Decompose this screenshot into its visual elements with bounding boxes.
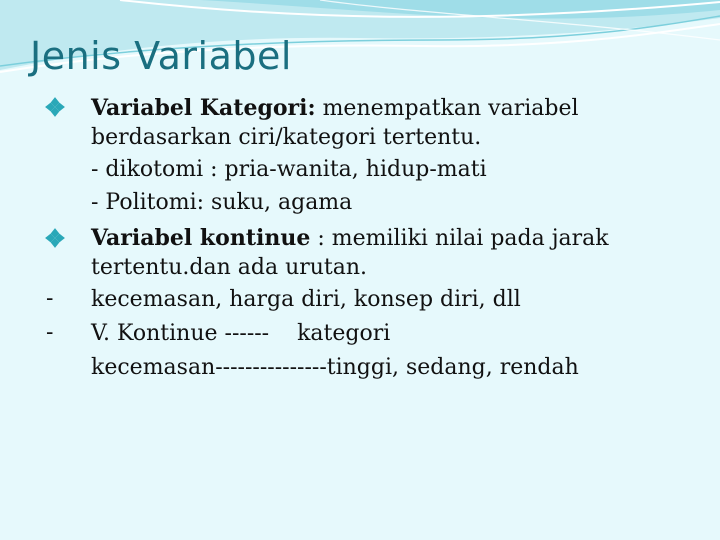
- item-3-text: kecemasan, harga diri, konsep diri, dll: [91, 287, 521, 312]
- dash-bullet: -: [46, 320, 54, 345]
- item-1-heading: Variabel Kategori: menempatkan variabel: [91, 95, 579, 121]
- slide-title: Jenis Variabel: [30, 34, 292, 78]
- diamond-bullet-icon: [44, 96, 66, 118]
- diamond-bullet-icon: [44, 227, 66, 249]
- item-2-line-2: tertentu.dan ada urutan.: [91, 255, 368, 280]
- item-5-text: kecemasan---------------tinggi, sedang, rendah: [91, 355, 579, 380]
- item-1-line-4: - Politomi: suku, agama: [91, 190, 353, 215]
- item-1-line-2: berdasarkan ciri/kategori tertentu.: [91, 125, 482, 150]
- item-4-text: V. Kontinue ------ kategori: [91, 321, 391, 346]
- item-2-heading: Variabel kontinue : memiliki nilai pada jarak: [91, 225, 609, 251]
- dash-bullet: -: [46, 286, 54, 311]
- item-1-line-3: - dikotomi : pria-wanita, hidup-mati: [91, 157, 487, 182]
